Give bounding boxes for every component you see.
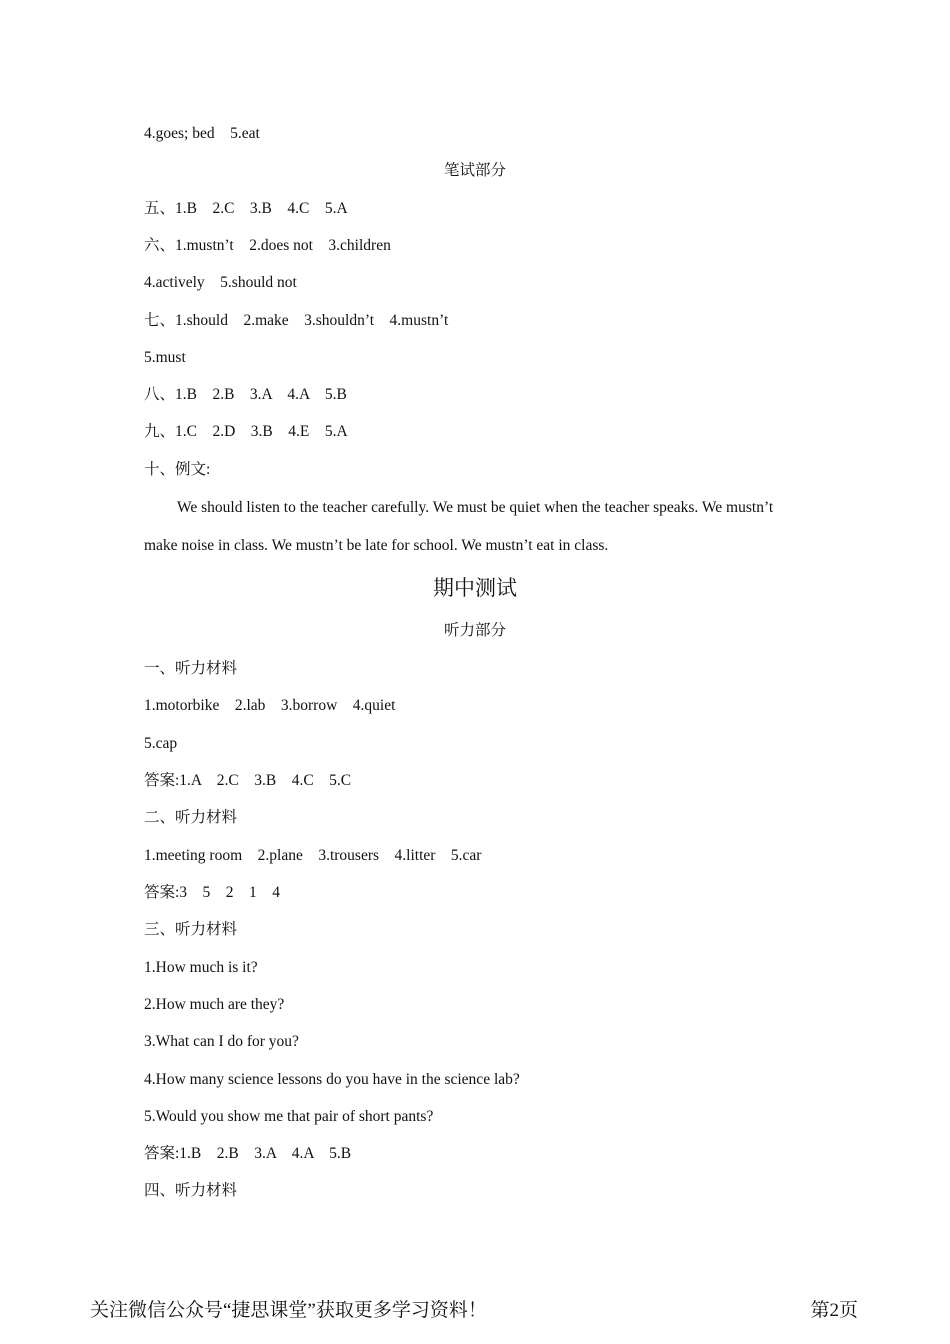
- answer-line: 七、1.should 2.make 3.shouldn’t 4.mustn’t: [144, 312, 449, 329]
- answer-line: 5.Would you show me that pair of short pants?: [144, 1108, 434, 1125]
- answer-line: 四、听力材料: [144, 1182, 238, 1199]
- footer-promo: 关注微信公众号“捷思课堂”获取更多学习资料！: [90, 1300, 487, 1321]
- answer-line: 三、听力材料: [144, 921, 238, 938]
- answer-line: 答案:3 5 2 1 4: [144, 884, 281, 901]
- answer-line: 答案:1.A 2.C 3.B 4.C 5.C: [144, 772, 352, 789]
- answer-line: 5.must: [144, 349, 186, 366]
- answer-line: 六、1.mustn’t 2.does not 3.children: [144, 237, 391, 254]
- section-heading-written: 笔试部分: [443, 162, 506, 179]
- answer-line: 4.actively 5.should not: [144, 274, 297, 291]
- answer-line: 2.How much are they?: [144, 996, 285, 1013]
- answer-line: 4.How many science lessons do you have in the science lab?: [144, 1071, 520, 1088]
- page-number: 第2页: [810, 1300, 858, 1321]
- answer-line: 1.meeting room 2.plane 3.trousers 4.litter 5.car: [144, 847, 482, 864]
- answer-line: 1.How much is it?: [144, 959, 258, 976]
- answer-line: 3.What can I do for you?: [144, 1033, 299, 1050]
- answer-line: 4.goes; bed 5.eat: [144, 125, 260, 142]
- section-heading-listening: 听力部分: [443, 622, 506, 639]
- page-title-midterm: 期中测试: [433, 576, 517, 600]
- answer-line: 十、例文:: [144, 461, 211, 478]
- answer-line: 1.motorbike 2.lab 3.borrow 4.quiet: [144, 697, 396, 714]
- answer-line: 5.cap: [144, 735, 178, 752]
- answer-line: 五、1.B 2.C 3.B 4.C 5.A: [144, 200, 348, 217]
- sample-essay: We should listen to the teacher carefully. We must be quiet when the teacher speaks. We mustn’t make noise in class. We mustn’t be late for school. We mustn’t eat in class.: [144, 499, 774, 554]
- answer-line: 九、1.C 2.D 3.B 4.E 5.A: [144, 423, 348, 440]
- answer-line: 一、听力材料: [144, 660, 238, 677]
- answer-line: 答案:1.B 2.B 3.A 4.A 5.B: [144, 1145, 352, 1162]
- answer-line: 二、听力材料: [144, 809, 238, 826]
- answer-line: 八、1.B 2.B 3.A 4.A 5.B: [144, 386, 347, 403]
